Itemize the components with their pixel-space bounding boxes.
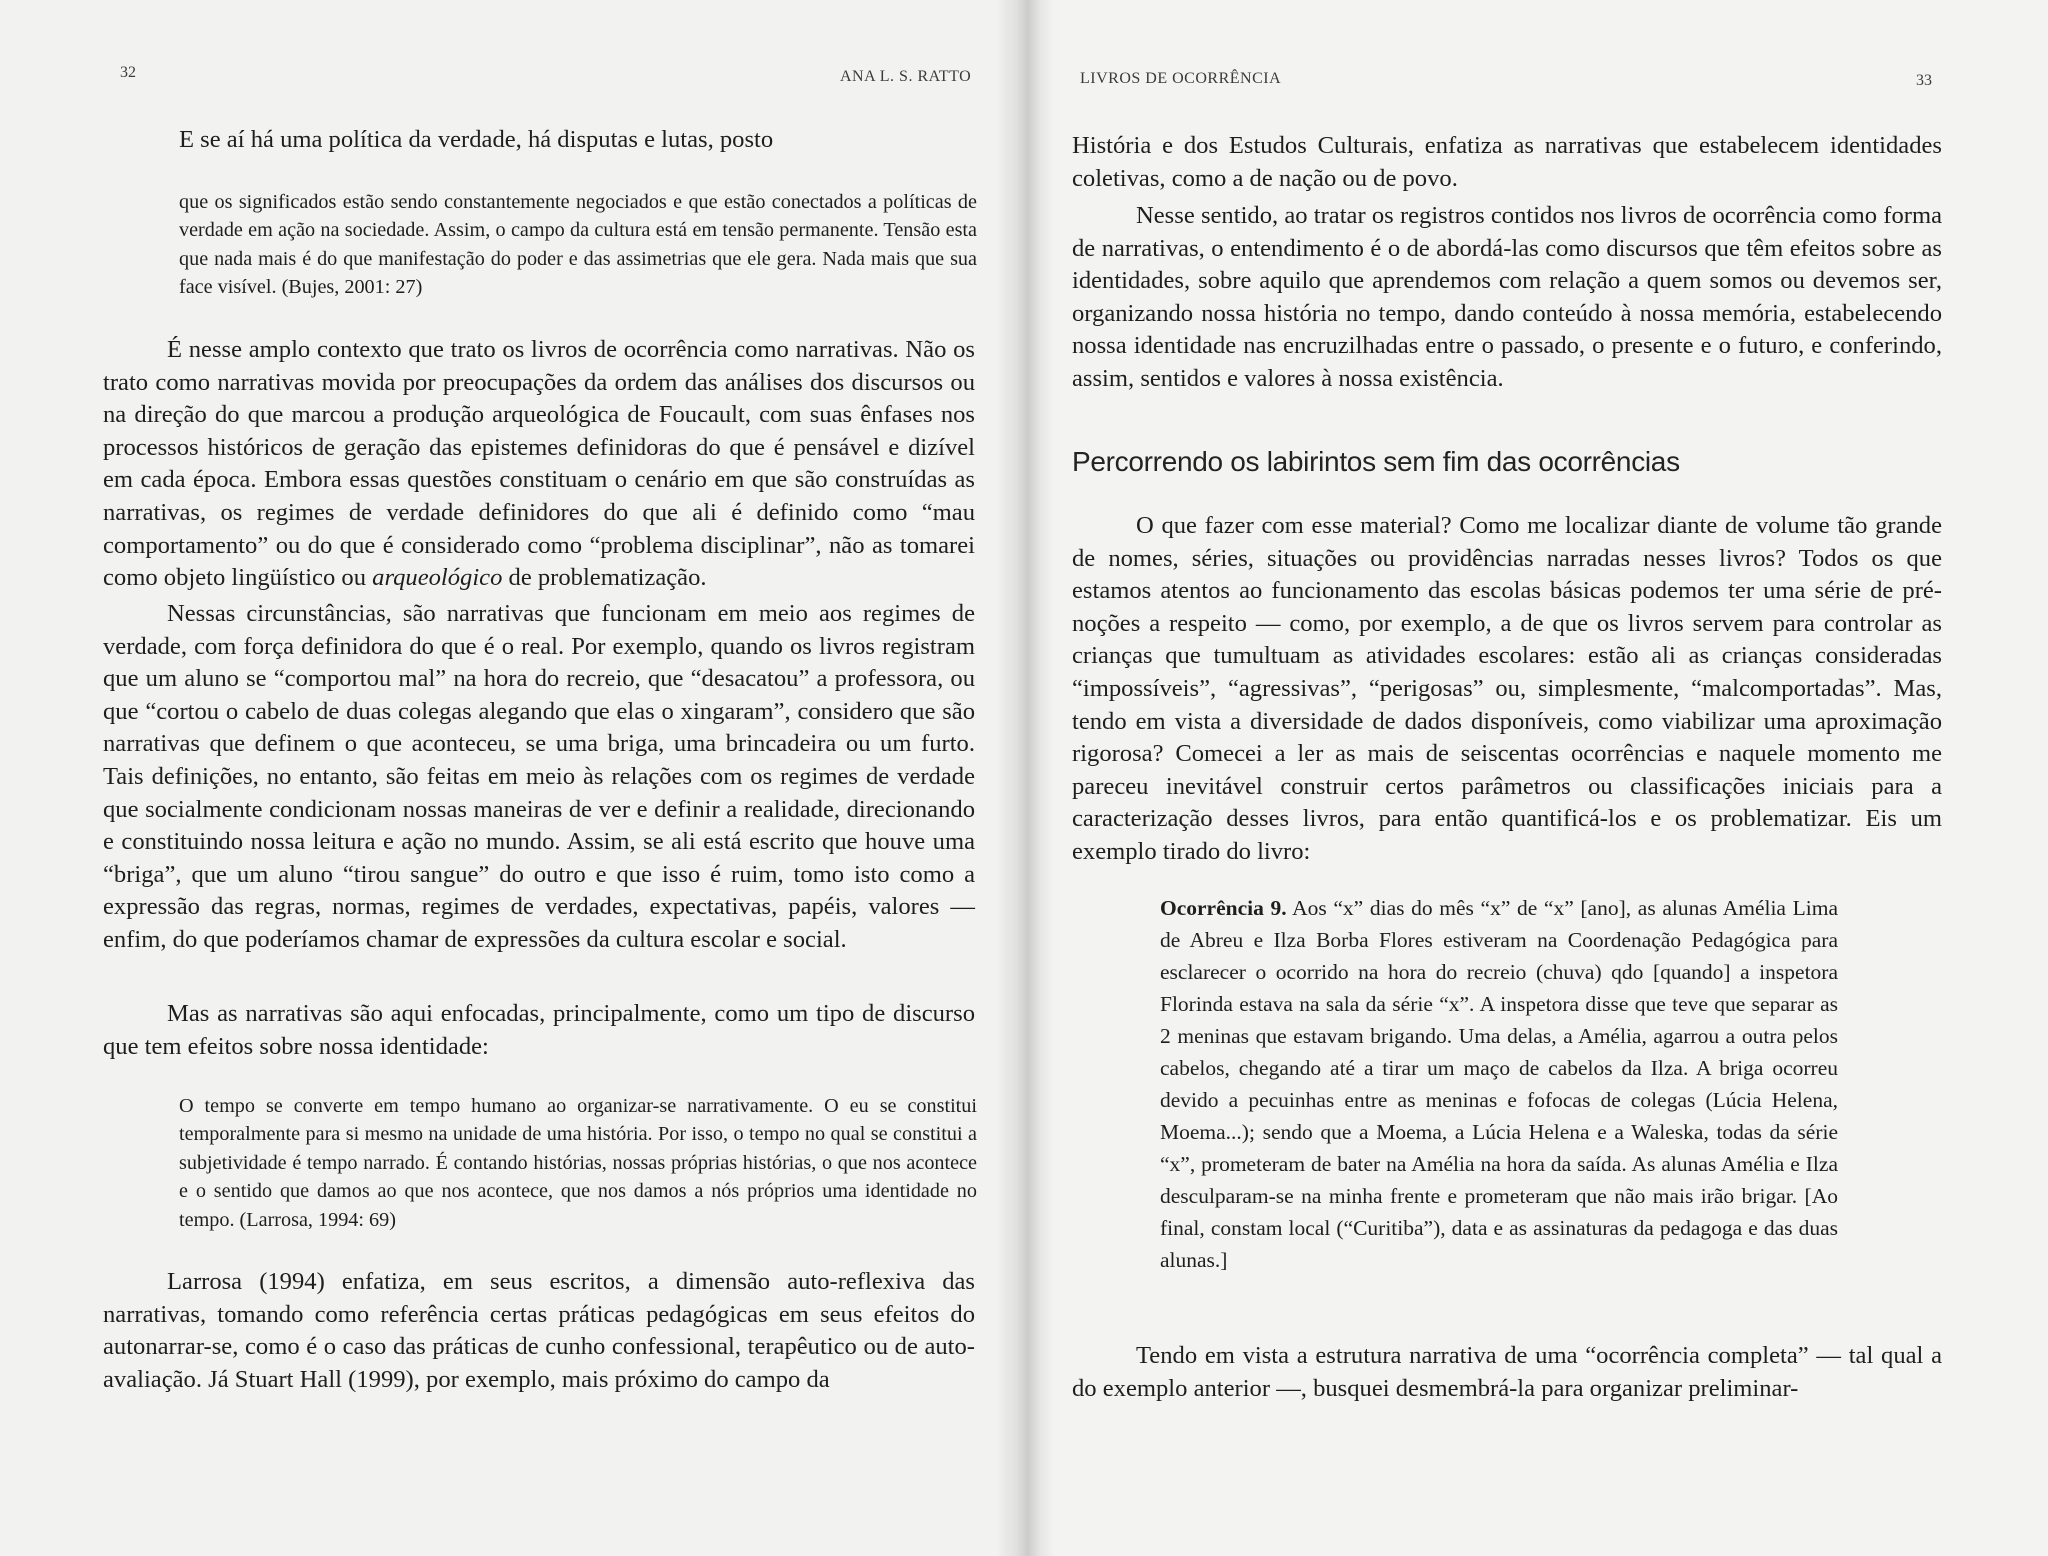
occurrence-label: Ocorrência 9.	[1160, 896, 1287, 920]
page-number: 32	[120, 64, 136, 81]
paragraph-text: Larrosa (1994) enfatiza, em seus escritos, a dimensão auto-reflexiva das narrativas, tomando como referência certas práticas pedagógicas em seus efeitos do autonarrar-se, como é o caso das práticas de cunho confessional, terapêutico ou de auto-avaliação. Já Stuart Hall (1999), por exemplo, mais próximo do campo da	[103, 1268, 975, 1393]
paragraph-text: de problematização.	[502, 564, 707, 592]
paragraph-sentido	[1072, 200, 1942, 396]
emphasis-text: arqueológico	[372, 564, 503, 592]
paragraph-estrutura	[1072, 1340, 1942, 1405]
book-gutter-shadow	[996, 0, 1054, 1556]
paragraph-text: Mas as narrativas são aqui enfocadas, principalmente, como um tipo de discurso que tem efeitos sobre nossa identidade:	[103, 1000, 975, 1060]
paragraph-material	[1072, 510, 1942, 869]
paragraph-continuation	[1072, 130, 1942, 195]
block-quote-bujes: que os significados estão sendo constantemente negociados e que estão conectados a políticas de verdade em ação na sociedade. Assim, o campo da cultura está em tensão permanente. Tensão esta que nada mais é do que manifestação do poder e das assimetrias que ele gera. Nada mais que sua face visível. (Bujes, 2001: 27)	[179, 191, 977, 299]
paragraph-text: História e dos Estudos Culturais, enfatiza as narrativas que estabelecem identidades coletivas, como a de nação ou de povo.	[1072, 132, 1942, 192]
paragraph-identidade	[103, 998, 975, 1063]
running-head-author: ANA L. S. RATTO	[840, 68, 972, 85]
paragraph-contexto	[103, 334, 975, 595]
paragraph-text: Tendo em vista a estrutura narrativa de uma “ocorrência completa” — tal qual a do exemplo anterior —, busquei desmembrá-la para organizar preliminar-	[1072, 1342, 1942, 1402]
block-quote-larrosa: O tempo se converte em tempo humano ao organizar-se narrativamente. O eu se constitui temporalmente para si mesmo na unidade de uma história. Por isso, o tempo no qual se constitui a subjetividade é tempo narrado. É contando histórias, nossas próprias histórias, o que nos acontece e o sentido que damos ao que nos acontece, que nos damos a nós próprios uma identidade no tempo. (Larrosa, 1994: 69)	[179, 1095, 977, 1231]
page-number: 33	[1916, 72, 1932, 89]
running-head-title: LIVROS DE OCORRÊNCIA	[1080, 70, 1282, 87]
right-page	[1010, 0, 2048, 1556]
paragraph-text: Nesse sentido, ao tratar os registros contidos nos livros de ocorrência como forma de narrativas, o entendimento é o de abordá-las como discursos que têm efeitos sobre as identidades, sobre aquilo que aprendemos com relação a quem somos ou devemos ser, organizando nossa história no tempo, dando conteúdo à nossa memória, estabelecendo nossa identidade nas encruzilhadas entre o passado, o presente e o futuro, e conferindo, assim, sentidos e valores à nossa existência.	[1072, 202, 1942, 392]
left-page	[0, 0, 1010, 1556]
occurrence-text: Aos “x” dias do mês “x” de “x” [ano], as alunas Amélia Lima de Abreu e Ilza Borba Flores estiveram na Coordenação Pedagógica para esclarecer o ocorrido na hora do recreio (chuva) qdo [quando] a inspetora Florinda estava na sala da série “x”. A inspetora disse que teve que separar as 2 meninas que estavam brigando. Uma delas, a Amélia, agarrou a outra pelos cabelos, chegando até a tirar um maço de cabelos da Ilza. A briga ocorreu devido a pecuinhas entre as meninas e fofocas de colegas (Lúcia Helena, Moema...); sendo que a Moema, a Lúcia Helena e a Waleska, todas da série “x”, prometeram de bater na Amélia na hora da saída. As alunas Amélia e Ilza desculparam-se na minha frente e prometeram que não mais irão brigar. [Ao final, constam local (“Curitiba”), data e as assinaturas da pedagoga e das duas alunas.]	[1160, 896, 1838, 1272]
occurrence-example	[1160, 892, 1838, 1276]
paragraph-larrosa	[103, 1266, 975, 1396]
paragraph-text: O que fazer com esse material? Como me localizar diante de volume tão grande de nomes, séries, situações ou providências narradas nesses livros? Todos os que estamos atentos ao funcionamento das escolas básicas podemos ter uma série de pré-noções a respeito — como, por exemplo, a de que os livros servem para controlar as crianças que tumultuam as atividades escolares: estão ali as crianças consideradas “impossíveis”, “agressivas”, “perigosas” ou, simplesmente, “malcomportadas”. Mas, tendo em vista a diversidade de dados disponíveis, como viabilizar uma aproximação rigorosa? Comecei a ler as mais de seiscentas ocorrências e naquele momento me pareceu inevitável construir certos parâmetros ou classificações iniciais para a caracterização desses livros, para então quantificá-los e os problematizar. Eis um exemplo tirado do livro:	[1072, 512, 1942, 865]
paragraph-text: É nesse amplo contexto que trato os livros de ocorrência como narrativas. Não os trato como narrativas movida por preocupações da ordem das análises dos discursos ou na direção do que marcou a produção arqueológica de Foucault, com suas ênfases nos processos históricos de geração das epistemes definidoras do que é pensável e dizível em cada época. Embora essas questões constituam o cenário em que são construídas as narrativas, os regimes de verdade definidores do que ali é definido como “mau comportamento” ou do que é considerado como “problema disciplinar”, não as tomarei como objeto lingüístico ou	[103, 336, 975, 592]
quote-intro: E se aí há uma política da verdade, há disputas e lutas, posto	[179, 126, 774, 153]
section-heading: Percorrendo os labirintos sem fim das ocorrências	[1072, 446, 1680, 477]
paragraph-text: Nessas circunstâncias, são narrativas que funcionam em meio aos regimes de verdade, com força definidora do que é o real. Por exemplo, quando os livros registram que um aluno se “comportou mal” na hora do recreio, que “desacatou” a professora, ou que “cortou o cabelo de duas colegas alegando que elas o xingaram”, considero que são narrativas que definem o que aconteceu, se uma briga, uma brincadeira ou um furto. Tais definições, no entanto, são feitas em meio às relações com os regimes de verdade que socialmente condicionam nossas maneiras de ver e definir a realidade, direcionando e constituindo nossa leitura e ação no mundo. Assim, se ali está escrito que houve uma “briga”, que um aluno “tirou sangue” do outro e que isso é ruim, tomo isto como a expressão das regras, normas, regimes de verdades, expectativas, papéis, valores — enfim, do que poderíamos chamar de expressões da cultura escolar e social.	[103, 600, 975, 953]
paragraph-circunstancias	[103, 598, 975, 957]
